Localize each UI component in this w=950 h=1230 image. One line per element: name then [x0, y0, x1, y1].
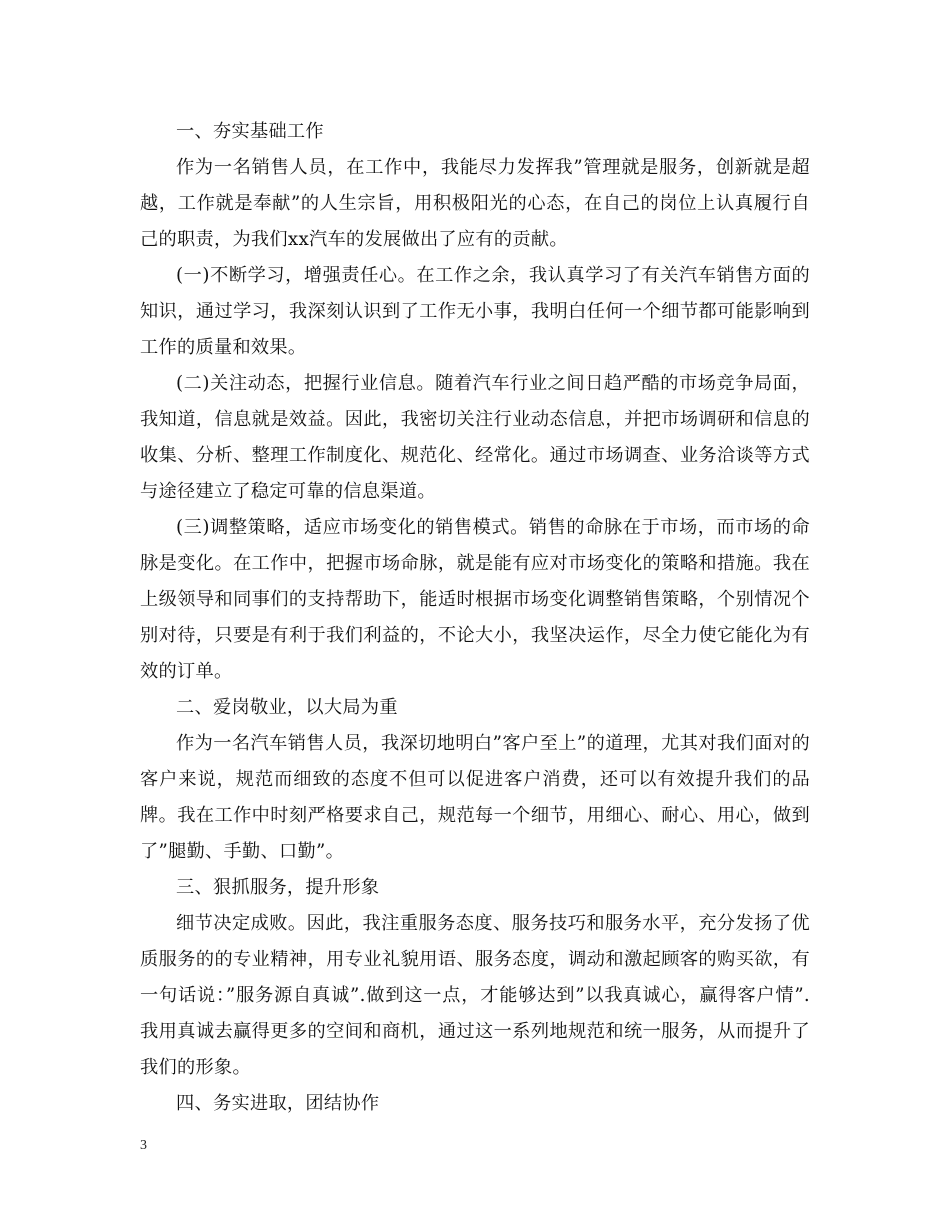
- paragraph-industry-info: (二)关注动态，把握行业信息。随着汽车行业之间日趋严酷的市场竞争局面，我知道，信息就是效益。因此，我密切关注行业动态信息，并把市场调研和信息的收集、分析、整理工作制度化、规范化、经常化。通过市场调查、业务洽谈等方式与途径建立了稳定可靠的信息渠道。: [140, 373, 810, 502]
- paragraph-service: 细节决定成败。因此，我注重服务态度、服务技巧和服务水平，充分发扬了优质服务的的专业精神，用专业礼貌用语、服务态度，调动和激起顾客的购买欲，有一句话说：”服务源自真诚”.做到这一点，才能够达到”以我真诚心，赢得客户情”.我用真诚去赢得更多的空间和商机，通过这一系列地规范和统一服务，从而提升了我们的形象。: [140, 913, 810, 1078]
- section-heading-1: 一、夯实基础工作: [176, 121, 324, 142]
- document-body: [140, 114, 810, 1122]
- page-number: 3: [140, 1138, 147, 1153]
- paragraph-strategy: (三)调整策略，适应市场变化的销售模式。销售的命脉在于市场，而市场的命脉是变化。在工作中，把握市场命脉，就是能有应对市场变化的策略和措施。我在上级领导和同事们的支持帮助下，能适时根据市场变化调整销售策略，个别情况个别对待，只要是有利于我们利益的，不论大小，我坚决运作，尽全力使它能化为有效的订单。: [140, 517, 810, 682]
- paragraph-learning: (一)不断学习，增强责任心。在工作之余，我认真学习了有关汽车销售方面的知识，通过学习，我深刻认识到了工作无小事，我明白任何一个细节都可能影响到工作的质量和效果。: [140, 265, 810, 358]
- paragraph-intro: 作为一名销售人员，在工作中，我能尽力发挥我”管理就是服务，创新就是超越，工作就是奉献”的人生宗旨，用积极阳光的心态，在自己的岗位上认真履行自己的职责，为我们xx汽车的发展做出了应有的贡献。: [140, 157, 810, 250]
- section-heading-4: 四、务实进取，团结协作: [176, 1093, 380, 1114]
- section-heading-3: 三、狠抓服务，提升形象: [176, 877, 380, 898]
- section-heading-2: 二、爱岗敬业，以大局为重: [176, 697, 398, 718]
- paragraph-customer-first: 作为一名汽车销售人员，我深切地明白”客户至上”的道理，尤其对我们面对的客户来说，规范而细致的态度不但可以促进客户消费，还可以有效提升我们的品牌。我在工作中时刻严格要求自己，规范每一个细节，用细心、耐心、用心，做到了”腿勤、手勤、口勤”。: [140, 733, 810, 862]
